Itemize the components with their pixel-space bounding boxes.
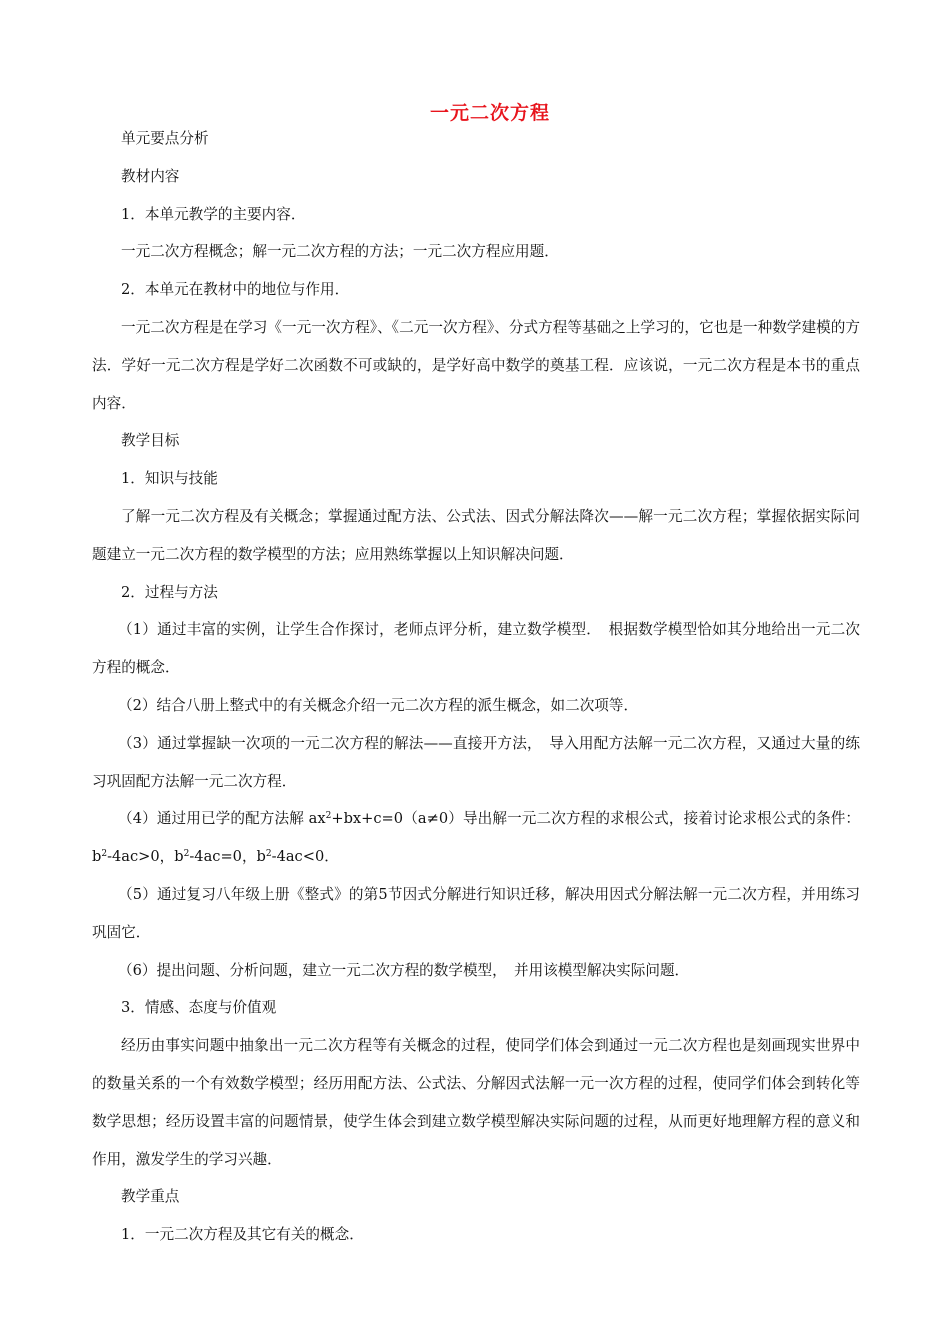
goal-2-paragraph-2: （2）结合八册上整式中的有关概念介绍一元二次方程的派生概念，如二次项等． [118, 696, 639, 714]
key-point-1: 1．一元二次方程及其它有关的概念． [121, 1226, 364, 1244]
item-2-heading: 2．本单元在教材中的地位与作用． [121, 281, 350, 299]
exponent: 2 [265, 849, 272, 860]
formula-part-c: -4ac>0，b [107, 848, 184, 866]
formula-part-b: +bx+c=0（a≠0）导出解一元二次方程的求根公式，接着讨论求根公式的条件：b [92, 810, 861, 866]
goal-2-paragraph-3: （3）通过掌握缺一次项的一元二次方程的解法——直接开方法， 导入用配方法解一元二次方程，又通过大量的练习巩固配方法解一元二次方程． [92, 734, 860, 790]
exponent: 2 [101, 849, 108, 860]
item-1-text: 一元二次方程概念；解一元二次方程的方法；一元二次方程应用题． [121, 243, 559, 261]
goal-2-paragraph-1: （1）通过丰富的实例，让学生合作探讨，老师点评分析，建立数学模型． 根据数学模型恰如其分地给出一元二次方程的概念． [92, 621, 860, 677]
document-body [92, 120, 860, 1254]
goal-2-paragraph-4 [92, 800, 860, 876]
goal-2-paragraph-5: （5）通过复习八年级上册《整式》的第5节因式分解进行知识迁移，解决用因式分解法解一元二次方程，并用练习巩固它． [92, 885, 860, 941]
goal-3-heading: 3．情感、态度与价值观 [121, 999, 277, 1017]
goal-1-text: 了解一元二次方程及有关概念；掌握通过配方法、公式法、因式分解法降次——解一元二次方程；掌握依据实际问题建立一元二次方程的数学模型的方法；应用熟练掌握以上知识解决问题． [92, 507, 860, 563]
heading-key-points: 教学重点 [121, 1188, 180, 1206]
exponent: 2 [183, 849, 190, 860]
formula-part-d: -4ac=0，b [189, 848, 266, 866]
heading-goals: 教学目标 [121, 432, 180, 450]
formula-part-a: （4）通过用已学的配方法解 ax [118, 810, 326, 828]
item-1-heading: 1．本单元教学的主要内容． [121, 205, 306, 223]
goal-2-paragraph-6: （6）提出问题、分析问题，建立一元二次方程的数学模型， 并用该模型解决实际问题． [118, 961, 690, 979]
heading-unit-analysis: 单元要点分析 [121, 130, 209, 147]
goal-1-heading: 1．知识与技能 [121, 470, 218, 488]
goal-2-heading: 2．过程与方法 [121, 583, 218, 601]
exponent: 2 [325, 811, 332, 822]
item-2-text: 一元二次方程是在学习《一元一次方程》、《二元一次方程》、分式方程等基础之上学习的，它也是一种数学建模的方法．学好一元二次方程是学好二次函数不可或缺的，是学好高中数学的奠基工程．应该说，一元二次方程是本书的重点内容． [92, 318, 860, 412]
document-title: 一元二次方程 [429, 102, 550, 124]
formula-part-e: -4ac<0． [271, 848, 339, 866]
goal-3-text: 经历由事实问题中抽象出一元二次方程等有关概念的过程，使同学们体会到通过一元二次方程也是刻画现实世界中的数量关系的一个有效数学模型；经历用配方法、公式法、分解因式法解一元一次方程的过程，使同学们体会到转化等数学思想；经历设置丰富的问题情景，使学生体会到建立数学模型解决实际问题的过程，从而更好地理解方程的意义和作用，激发学生的学习兴趣． [92, 1037, 860, 1168]
heading-material: 教材内容 [121, 167, 180, 185]
